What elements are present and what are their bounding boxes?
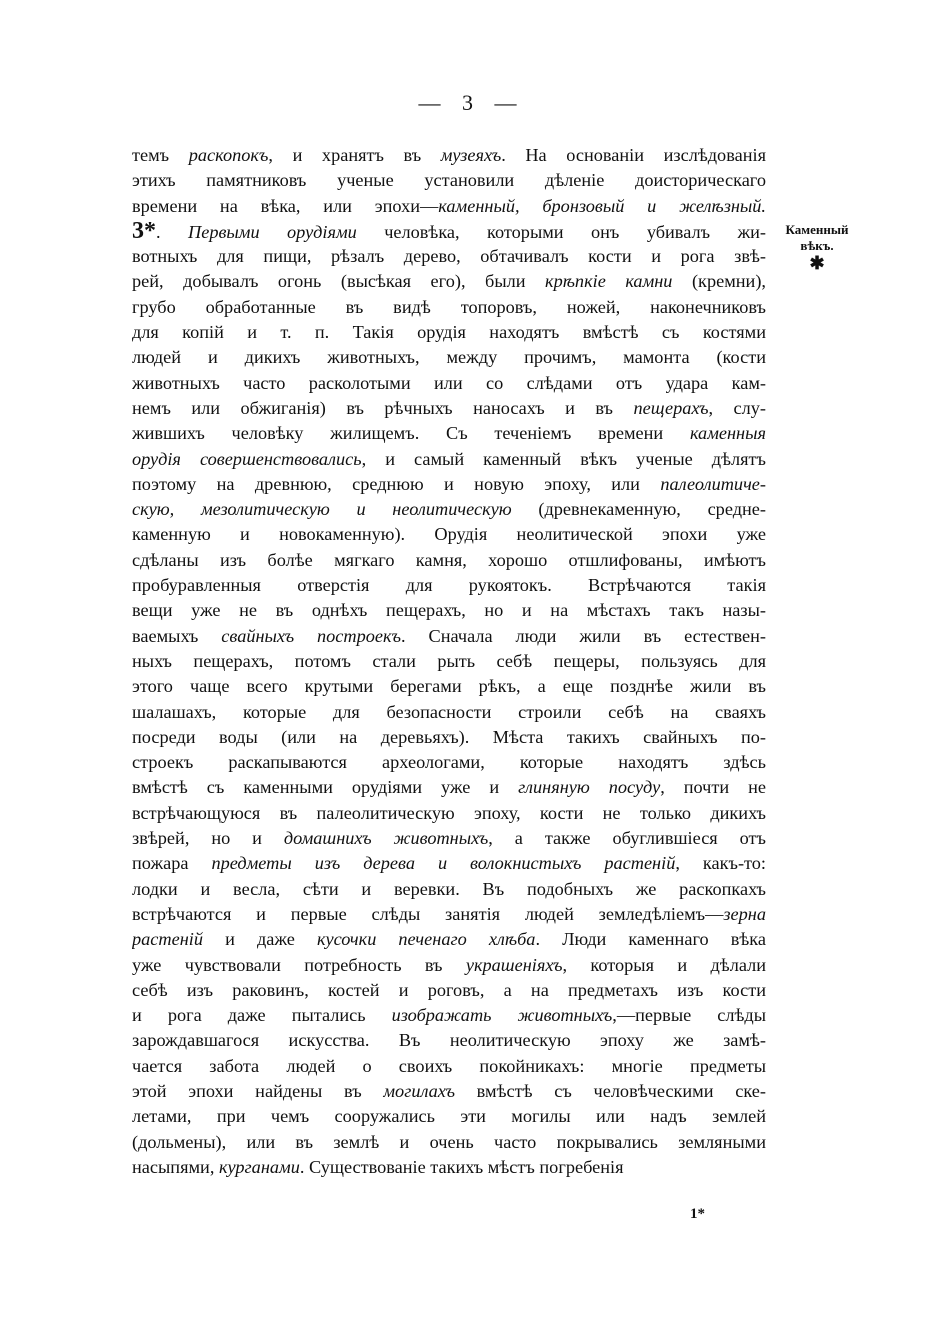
italic-text: скую, мезолитическую и неолитическую xyxy=(132,499,512,520)
text-segment: , а также обуглившіеся отъ xyxy=(488,828,766,849)
italic-text: палеолитиче- xyxy=(660,473,766,494)
text-segment: рей, добывалъ огонь (высѣкая его), были xyxy=(132,271,546,292)
text-line xyxy=(132,573,766,598)
text-line xyxy=(132,1079,766,1104)
text-segment: , которыя и дѣлали xyxy=(562,954,766,975)
text-segment: для копій и т. п. Такія орудія находятъ вмѣстѣ съ костями xyxy=(132,322,766,343)
text-segment: , почти не xyxy=(660,777,766,798)
text-line xyxy=(132,624,766,649)
text-segment: , и самый каменный вѣкъ ученые дѣлятъ xyxy=(361,448,766,469)
text-segment: пожара xyxy=(132,853,212,874)
italic-text: кусочки печенаго хлѣба xyxy=(316,929,536,950)
text-segment: и рога даже пытались xyxy=(132,1005,392,1026)
text-line xyxy=(132,700,766,725)
text-segment: . Люди каменнаго вѣка xyxy=(535,929,766,950)
text-segment: жившихъ человѣку жилищемъ. Съ теченіемъ времени xyxy=(132,423,690,444)
text-segment: . Существованіе такихъ мѣстъ погребенія xyxy=(299,1156,624,1177)
body-text xyxy=(132,143,766,1180)
text-line xyxy=(132,472,766,497)
italic-text: зерна xyxy=(723,903,766,924)
italic-text: орудія совершенствовались xyxy=(132,448,362,469)
text-segment: , какъ-то: xyxy=(675,853,766,874)
text-segment: шалашахъ, которые для безопасности строили себѣ на сваяхъ xyxy=(132,701,766,722)
text-line xyxy=(132,548,766,573)
italic-text: свайныхъ построекъ xyxy=(221,625,402,646)
text-segment: посреди воды (или на деревьяхъ). Мѣста такихъ свайныхъ по- xyxy=(132,726,766,747)
text-segment: , и хранятъ въ xyxy=(268,145,441,165)
text-line xyxy=(132,725,766,750)
text-segment: звѣрей, но и xyxy=(132,828,284,849)
text-line xyxy=(132,320,766,345)
page-number xyxy=(0,90,936,116)
italic-text: растеній xyxy=(132,929,204,950)
text-segment: немъ или обжиганія) въ рѣчныхъ наносахъ и въ xyxy=(132,397,634,418)
text-line xyxy=(132,168,766,193)
text-segment: животныхъ часто расколотыми или со слѣдами отъ удара кам- xyxy=(132,372,766,393)
margin-note-subtitle: вѣкъ. xyxy=(800,238,834,253)
text-segment: поэтому на древнюю, среднюю и новую эпоху, или xyxy=(132,473,661,494)
italic-text: Первыми орудіями xyxy=(188,221,357,242)
text-segment: вещи уже не въ однѣхъ пещерахъ, но и на мѣстахъ такъ назы- xyxy=(132,600,766,621)
text-segment: зарождавшагося искусства. Въ неолитическую эпоху же замѣ- xyxy=(132,1030,766,1051)
text-line xyxy=(132,750,766,775)
asterisk-icon: ✱ xyxy=(809,253,825,273)
paragraph-number: 3* xyxy=(132,218,156,244)
text-line xyxy=(132,1104,766,1129)
italic-text: могилахъ xyxy=(383,1080,455,1101)
italic-text: домашнихъ животныхъ xyxy=(283,828,489,849)
text-segment: (кремни), xyxy=(672,271,766,292)
italic-text: глиняную посуду xyxy=(518,777,661,798)
text-segment: каменную и новокаменную). Орудія неолитической эпохи уже xyxy=(132,524,766,545)
text-line xyxy=(132,826,766,851)
text-line xyxy=(132,269,766,294)
text-line xyxy=(132,927,766,952)
text-segment: вмѣстѣ съ каменными орудіями уже и xyxy=(132,777,519,798)
text-line xyxy=(132,1054,766,1079)
text-segment: себѣ изъ раковинъ, костей и роговъ, а на предметахъ изъ кости xyxy=(132,979,766,1000)
italic-text: предметы изъ дерева и волокнистыхъ растеній xyxy=(211,853,676,874)
text-line xyxy=(132,345,766,370)
text-segment: времени на вѣка, или эпохи— xyxy=(132,195,439,216)
text-segment: чается забота людей о своихъ покойникахъ: многіе предметы xyxy=(132,1055,766,1076)
text-segment: вмѣстѣ съ человѣческими ске- xyxy=(454,1080,766,1101)
text-segment: уже чувствовали потребность въ xyxy=(132,954,466,975)
text-line xyxy=(132,978,766,1003)
text-segment: насыпями, xyxy=(132,1156,219,1177)
text-segment: вотныхъ для пищи, рѣзалъ дерево, обтачивалъ кости и рога звѣ- xyxy=(132,246,766,267)
italic-text: музеяхъ xyxy=(440,145,502,165)
text-segment: встрѣчающуюся въ палеолитическую эпоху, кости не только дикихъ xyxy=(132,802,766,823)
text-line xyxy=(132,598,766,623)
italic-text: каменный, бронзовый и желѣзный. xyxy=(438,195,766,216)
text-segment: . xyxy=(156,221,189,242)
text-line xyxy=(132,143,766,168)
text-line xyxy=(132,801,766,826)
text-segment: человѣка, которыми онъ убивалъ жи- xyxy=(356,221,766,242)
text-segment: людей и дикихъ животныхъ, между прочимъ, мамонта (кости xyxy=(132,347,766,368)
page-number-dash-right: — xyxy=(494,90,518,115)
italic-text: крѣпкіе камни xyxy=(545,271,673,292)
text-segment: этихъ памятниковъ ученые установили дѣленіе доисторическаго xyxy=(132,170,766,191)
text-line xyxy=(132,522,766,547)
italic-text: каменныя xyxy=(689,423,766,444)
text-line xyxy=(132,649,766,674)
text-line xyxy=(132,1003,766,1028)
text-line xyxy=(132,396,766,421)
margin-note xyxy=(772,222,862,272)
text-segment: темъ xyxy=(132,145,189,165)
text-segment: ,—первые слѣды xyxy=(612,1005,766,1026)
text-segment: сдѣланы изъ болѣе мягкаго камня, хорошо отшлифованы, имѣютъ xyxy=(132,549,766,570)
text-segment: строекъ раскапываются археологами, которые находятъ здѣсь xyxy=(132,752,766,773)
text-segment: этой эпохи найдены въ xyxy=(132,1080,384,1101)
text-line xyxy=(132,902,766,927)
text-line xyxy=(132,674,766,699)
italic-text: украшеніяхъ xyxy=(465,954,563,975)
italic-text: раскопокъ xyxy=(188,145,269,165)
text-segment: . Сначала люди жили въ естествен- xyxy=(401,625,766,646)
italic-text: изображать животныхъ xyxy=(391,1005,613,1026)
printer-signature: 1* xyxy=(690,1206,705,1222)
text-segment: (дольмены), или въ землѣ и очень часто покрывались земляными xyxy=(132,1131,766,1152)
text-segment: (древнекаменную, средне- xyxy=(511,499,766,520)
text-line xyxy=(132,447,766,472)
text-line xyxy=(132,194,766,219)
text-line xyxy=(132,877,766,902)
italic-text: пещерахъ xyxy=(633,397,709,418)
text-segment: ваемыхъ xyxy=(132,625,222,646)
text-line xyxy=(132,1155,766,1180)
text-segment: пробуравленныя отверстія для рукоятокъ. Встрѣчаются такія xyxy=(132,575,766,596)
text-segment: и даже xyxy=(203,929,317,950)
italic-text: курганами xyxy=(218,1156,300,1177)
text-line xyxy=(132,953,766,978)
text-segment: . На основаніи изслѣдованія xyxy=(501,145,766,165)
text-line xyxy=(132,1130,766,1155)
page-number-value: 3 xyxy=(462,90,474,115)
text-line xyxy=(132,421,766,446)
text-segment: летами, при чемъ сооружались эти могилы или надъ землей xyxy=(132,1106,766,1127)
text-segment: , слу- xyxy=(708,397,766,418)
text-line xyxy=(132,775,766,800)
margin-note-title: Каменный xyxy=(785,222,849,237)
text-line xyxy=(132,497,766,522)
text-line xyxy=(132,371,766,396)
text-segment: встрѣчаются и первые слѣды занятія людей земледѣліемъ— xyxy=(132,903,724,924)
text-line xyxy=(132,1028,766,1053)
text-line xyxy=(132,295,766,320)
text-segment: ныхъ пещерахъ, потомъ стали рыть себѣ пещеры, пользуясь для xyxy=(132,650,766,671)
page-number-dash-left: — xyxy=(418,90,442,115)
text-line xyxy=(132,244,766,269)
text-segment: лодки и весла, сѣти и веревки. Въ подобныхъ же раскопкахъ xyxy=(132,878,766,899)
text-segment: грубо обработанные въ видѣ топоровъ, ножей, наконечниковъ xyxy=(132,296,766,317)
text-line xyxy=(132,851,766,876)
text-line xyxy=(132,219,766,244)
text-segment: этого чаще всего крутыми берегами рѣкъ, а еще позднѣе жили въ xyxy=(132,676,766,697)
